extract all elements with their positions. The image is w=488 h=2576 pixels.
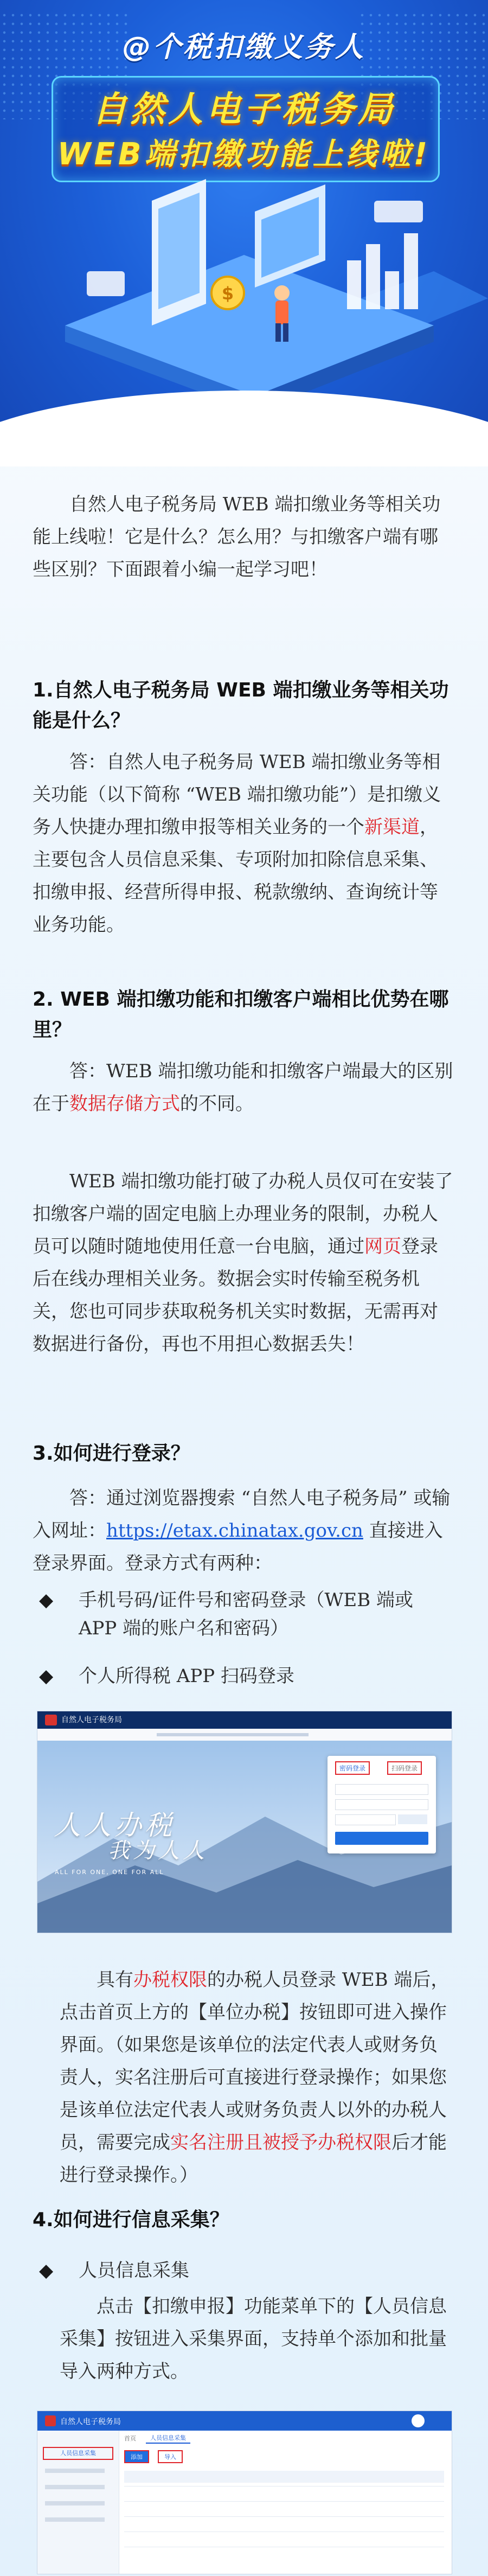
banner-headline: @个税扣缴义务人 <box>122 31 365 63</box>
section2-text2-end: 登录后在线办理相关业务。数据会实时传输至税务机关，您也可同步获取税务机关实时数据，无需再对数据进行备份，再也不用担心数据丢失！ <box>33 1236 438 1355</box>
section3-text-end: 直接进入登录界面。登录方式有两种： <box>33 1520 443 1574</box>
section1-paragraph <box>33 746 455 941</box>
sidebar-item[interactable] <box>45 2469 105 2473</box>
add-button[interactable]: 添加 <box>124 2450 149 2463</box>
section2-text: 答：WEB 端扣缴功能和扣缴客户端最大的区别在于 <box>33 1060 453 1115</box>
login-method-2 <box>33 1662 455 1690</box>
intro-paragraph: 自然人电子税务局 WEB 端扣缴业务等相关功能上线啦！它是什么？怎么用？与扣缴客户端有哪些区别？下面跟着小编一起学习吧！ <box>33 494 441 580</box>
sidebar-item[interactable] <box>45 2501 105 2505</box>
highlight-tax-permission: 办税权限 <box>133 1969 207 1991</box>
permission-text-end: 后才能进行登录操作。） <box>60 2132 447 2186</box>
sidebar-item-person-info[interactable]: 人员信息采集 <box>43 2447 113 2460</box>
nav-bar <box>157 1733 309 1736</box>
highlight-realname-authorized: 实名注册且被授予办税权限 <box>170 2132 391 2153</box>
slogan-english: ALL FOR ONE, ONE FOR ALL <box>55 1869 164 1876</box>
highlight-storage-method: 数据存储方式 <box>69 1093 180 1115</box>
tax-emblem-icon <box>45 2415 56 2426</box>
tab-home[interactable]: 首页 <box>124 2435 136 2442</box>
etax-url-link[interactable]: https://etax.chinatax.gov.cn <box>106 1520 363 1542</box>
site-title: 自然人电子税务局 <box>61 1716 122 1724</box>
table-row[interactable] <box>124 2516 444 2517</box>
login-panel <box>328 1756 436 1853</box>
account-input[interactable] <box>335 1784 428 1795</box>
section2-heading: 2. WEB 端扣缴功能和扣缴客户端相比优势在哪里？ <box>33 988 449 1041</box>
site-title: 自然人电子税务局 <box>60 2418 121 2426</box>
highlight-webpage: 网页 <box>364 1236 401 1257</box>
section4-paragraph: 点击【扣缴申报】功能菜单下的【人员信息采集】按钮进入采集界面，支持单个添加和批量导入两种方式。 <box>60 2296 447 2382</box>
diamond-bullet-icon: ◆ <box>39 2260 54 2281</box>
section4-heading: 4.如何进行信息采集？ <box>33 2209 229 2231</box>
section3-heading: 3.如何进行登录？ <box>33 1442 190 1465</box>
table-header <box>124 2471 444 2483</box>
login-page-screenshot <box>37 1711 452 1933</box>
diamond-bullet-icon: ◆ <box>39 1589 54 1611</box>
user-avatar[interactable] <box>412 2414 425 2427</box>
qr-login-tab[interactable]: 扫码登录 <box>387 1761 422 1775</box>
section2-text2: WEB 端扣缴功能打破了办税人员仅可在安装了扣缴客户端的固定电脑上办理业务的限制，办税人员可以随时随地使用任意一台电脑，通过 <box>33 1171 453 1257</box>
table-row[interactable] <box>124 2501 444 2502</box>
password-input[interactable] <box>335 1799 428 1810</box>
sidebar-item[interactable] <box>45 2517 105 2522</box>
captcha-image[interactable] <box>398 1814 427 1824</box>
info-collect-bullet <box>33 2257 455 2285</box>
slogan-line2: 我为人人 <box>108 1838 208 1863</box>
tab-person-info[interactable]: 人员信息采集 <box>146 2433 190 2444</box>
section3-paragraph <box>33 1482 455 1580</box>
svg-text:$: $ <box>221 283 234 304</box>
info-collect-bullet-text: 人员信息采集 <box>79 2260 189 2281</box>
login-method-1 <box>33 1586 455 1642</box>
permission-text-mid: 的办税人员登录 WEB 端后，点击首页上方的【单位办税】按钮即可进入操作界面。（如果您是该单位的法定代表人或财务负责人，实名注册后可直接进行登录操作；如果您是该单位法定代表人或财务负责人以外的办税人员，需要完成 <box>60 1969 450 2153</box>
banner-title-line2: WEB端扣缴功能上线啦! <box>57 137 431 172</box>
highlight-new-channel: 新渠道 <box>364 816 420 838</box>
login-button[interactable] <box>335 1832 428 1845</box>
permission-text-start: 具有 <box>97 1969 133 1991</box>
login-method-2-text: 个人所得税 APP 扫码登录 <box>79 1665 294 1687</box>
slogan-line1: 人人办税 <box>54 1810 175 1841</box>
tax-emblem-icon <box>45 1715 57 1725</box>
section2-paragraph1 <box>33 1055 455 1120</box>
section2-paragraph2 <box>33 1165 455 1360</box>
section2-text-end: 的不同。 <box>180 1093 254 1115</box>
login-permission-paragraph <box>60 1964 455 2191</box>
password-login-tab[interactable]: 密码登录 <box>335 1761 370 1775</box>
login-method-1-text: 手机号码/证件号和密码登录（WEB 端或 APP 端的账户名和密码） <box>79 1589 414 1639</box>
section1-text-end: ，主要包含人员信息采集、专项附加扣除信息采集、扣缴申报、经营所得申报、税款缴纳、查询统计等业务功能。 <box>33 816 438 936</box>
section3-text: 答：通过浏览器搜索 “自然人电子税务局” 或输入网址： <box>33 1487 451 1542</box>
sidebar-item[interactable] <box>45 2485 105 2489</box>
import-button[interactable]: 导入 <box>158 2450 183 2463</box>
section1-heading: 1.自然人电子税务局 WEB 端扣缴业务等相关功能是什么？ <box>33 679 449 732</box>
banner-title-line1: 自然人电子税务局 <box>92 90 396 130</box>
captcha-input[interactable] <box>335 1814 396 1825</box>
header-banner <box>0 0 488 466</box>
sidebar <box>37 2431 119 2574</box>
section1-text: 答：自然人电子税务局 WEB 端扣缴业务等相关功能（以下简称 “WEB 端扣缴功能”）是扣缴义务人快捷办理扣缴申报等相关业务的一个 <box>33 751 441 838</box>
info-collection-screenshot <box>37 2411 452 2574</box>
diamond-bullet-icon: ◆ <box>39 1665 54 1687</box>
